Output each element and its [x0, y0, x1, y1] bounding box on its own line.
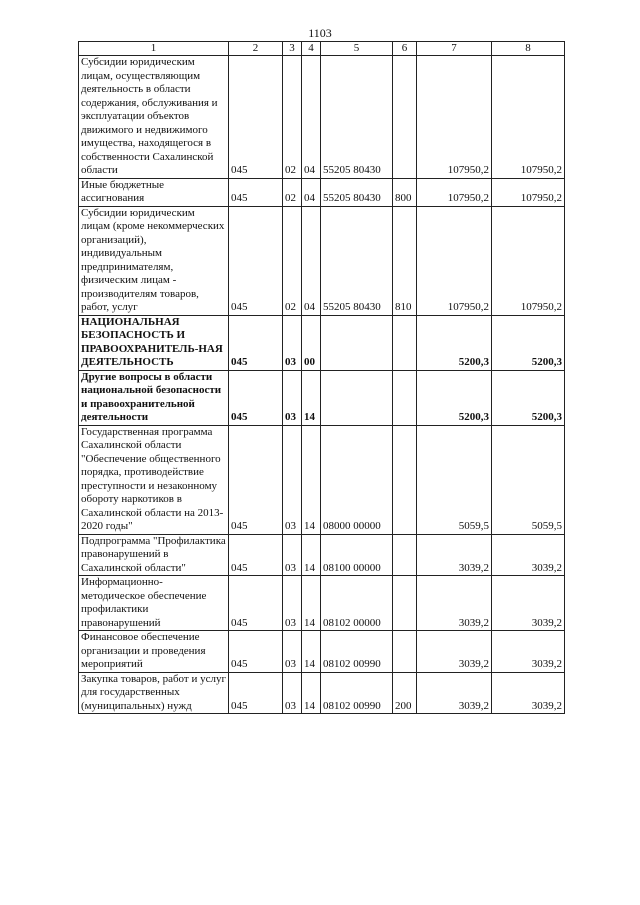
- budget-table: [78, 41, 565, 714]
- amount-cell: 3039,2: [417, 576, 492, 631]
- section-code-cell: 03: [283, 534, 302, 576]
- subsection-code-cell: 14: [302, 576, 321, 631]
- column-header: 5: [321, 42, 393, 56]
- amount-cell: 3039,2: [492, 534, 565, 576]
- row-name-cell: Подпрограмма "Профилактика правонарушений в Сахалинской области": [79, 534, 229, 576]
- amount-cell: 3039,2: [492, 576, 565, 631]
- amount-cell: 3039,2: [492, 631, 565, 673]
- ministry-code-cell: 045: [229, 178, 283, 206]
- target-article-cell: 08000 00000: [321, 425, 393, 534]
- section-code-cell: 03: [283, 370, 302, 425]
- amount-cell: 107950,2: [417, 178, 492, 206]
- amount-cell: 5059,5: [492, 425, 565, 534]
- target-article-cell: 55205 80430: [321, 178, 393, 206]
- column-header: 7: [417, 42, 492, 56]
- row-name-cell: Другие вопросы в области национальной безопасности и правоохранительной деятельности: [79, 370, 229, 425]
- expense-type-cell: [393, 56, 417, 179]
- row-name-cell: НАЦИОНАЛЬНАЯ БЕЗОПАСНОСТЬ И ПРАВООХРАНИТЕЛЬ-НАЯ ДЕЯТЕЛЬНОСТЬ: [79, 315, 229, 370]
- target-article-cell: [321, 315, 393, 370]
- expense-type-cell: 200: [393, 672, 417, 714]
- subsection-code-cell: 04: [302, 206, 321, 315]
- expense-type-cell: 800: [393, 178, 417, 206]
- column-number-row: [79, 42, 565, 56]
- amount-cell: 5200,3: [417, 370, 492, 425]
- column-header: 2: [229, 42, 283, 56]
- table-row: [79, 631, 565, 673]
- table-row: [79, 206, 565, 315]
- row-name-cell: Субсидии юридическим лицам (кроме некоммерческих организаций), индивидуальным предпринимателям, физическим лицам - производителям товаров, работ, услуг: [79, 206, 229, 315]
- column-header: 6: [393, 42, 417, 56]
- target-article-cell: [321, 370, 393, 425]
- column-header: 4: [302, 42, 321, 56]
- expense-type-cell: [393, 631, 417, 673]
- table-row: [79, 534, 565, 576]
- column-header: 3: [283, 42, 302, 56]
- budget-table-body: [79, 42, 565, 714]
- amount-cell: 107950,2: [417, 206, 492, 315]
- target-article-cell: 08102 00000: [321, 576, 393, 631]
- subsection-code-cell: 14: [302, 425, 321, 534]
- expense-type-cell: [393, 370, 417, 425]
- amount-cell: 3039,2: [417, 534, 492, 576]
- subsection-code-cell: 14: [302, 534, 321, 576]
- row-name-cell: Закупка товаров, работ и услуг для государственных (муниципальных) нужд: [79, 672, 229, 714]
- amount-cell: 3039,2: [417, 672, 492, 714]
- ministry-code-cell: 045: [229, 56, 283, 179]
- subsection-code-cell: 04: [302, 56, 321, 179]
- expense-type-cell: 810: [393, 206, 417, 315]
- subsection-code-cell: 14: [302, 631, 321, 673]
- ministry-code-cell: 045: [229, 206, 283, 315]
- section-code-cell: 02: [283, 178, 302, 206]
- ministry-code-cell: 045: [229, 672, 283, 714]
- target-article-cell: 08102 00990: [321, 631, 393, 673]
- section-code-cell: 03: [283, 315, 302, 370]
- target-article-cell: 55205 80430: [321, 56, 393, 179]
- subsection-code-cell: 14: [302, 672, 321, 714]
- table-row: [79, 576, 565, 631]
- ministry-code-cell: 045: [229, 370, 283, 425]
- amount-cell: 107950,2: [492, 178, 565, 206]
- section-code-cell: 02: [283, 56, 302, 179]
- row-name-cell: Информационно-методическое обеспечение профилактики правонарушений: [79, 576, 229, 631]
- target-article-cell: 55205 80430: [321, 206, 393, 315]
- row-name-cell: Государственная программа Сахалинской области "Обеспечение общественного порядка, противодействие преступности и незаконному обороту наркотиков в Сахалинской области на 2013-2020 годы": [79, 425, 229, 534]
- target-article-cell: 08100 00000: [321, 534, 393, 576]
- row-name-cell: Финансовое обеспечение организации и проведения мероприятий: [79, 631, 229, 673]
- page-number: 1103: [308, 26, 332, 40]
- target-article-cell: 08102 00990: [321, 672, 393, 714]
- ministry-code-cell: 045: [229, 315, 283, 370]
- row-name-cell: Субсидии юридическим лицам, осуществляющим деятельность в области содержания, обслуживания и эксплуатации объектов движимого и недвижимого имущества, находящегося в собственности Сахалинской области: [79, 56, 229, 179]
- amount-cell: 107950,2: [492, 206, 565, 315]
- ministry-code-cell: 045: [229, 534, 283, 576]
- section-code-cell: 02: [283, 206, 302, 315]
- table-row: [79, 425, 565, 534]
- amount-cell: 107950,2: [492, 56, 565, 179]
- subsection-code-cell: 00: [302, 315, 321, 370]
- expense-type-cell: [393, 576, 417, 631]
- column-header: 8: [492, 42, 565, 56]
- amount-cell: 5200,3: [492, 370, 565, 425]
- expense-type-cell: [393, 425, 417, 534]
- expense-type-cell: [393, 315, 417, 370]
- section-code-cell: 03: [283, 672, 302, 714]
- section-code-cell: 03: [283, 576, 302, 631]
- table-row: [79, 370, 565, 425]
- row-name-cell: Иные бюджетные ассигнования: [79, 178, 229, 206]
- amount-cell: 5200,3: [492, 315, 565, 370]
- table-row: [79, 315, 565, 370]
- amount-cell: 3039,2: [417, 631, 492, 673]
- section-code-cell: 03: [283, 631, 302, 673]
- column-header: 1: [79, 42, 229, 56]
- amount-cell: 3039,2: [492, 672, 565, 714]
- amount-cell: 5059,5: [417, 425, 492, 534]
- table-row: [79, 178, 565, 206]
- expense-type-cell: [393, 534, 417, 576]
- table-row: [79, 672, 565, 714]
- amount-cell: 107950,2: [417, 56, 492, 179]
- ministry-code-cell: 045: [229, 576, 283, 631]
- section-code-cell: 03: [283, 425, 302, 534]
- subsection-code-cell: 14: [302, 370, 321, 425]
- table-row: [79, 56, 565, 179]
- subsection-code-cell: 04: [302, 178, 321, 206]
- ministry-code-cell: 045: [229, 631, 283, 673]
- ministry-code-cell: 045: [229, 425, 283, 534]
- amount-cell: 5200,3: [417, 315, 492, 370]
